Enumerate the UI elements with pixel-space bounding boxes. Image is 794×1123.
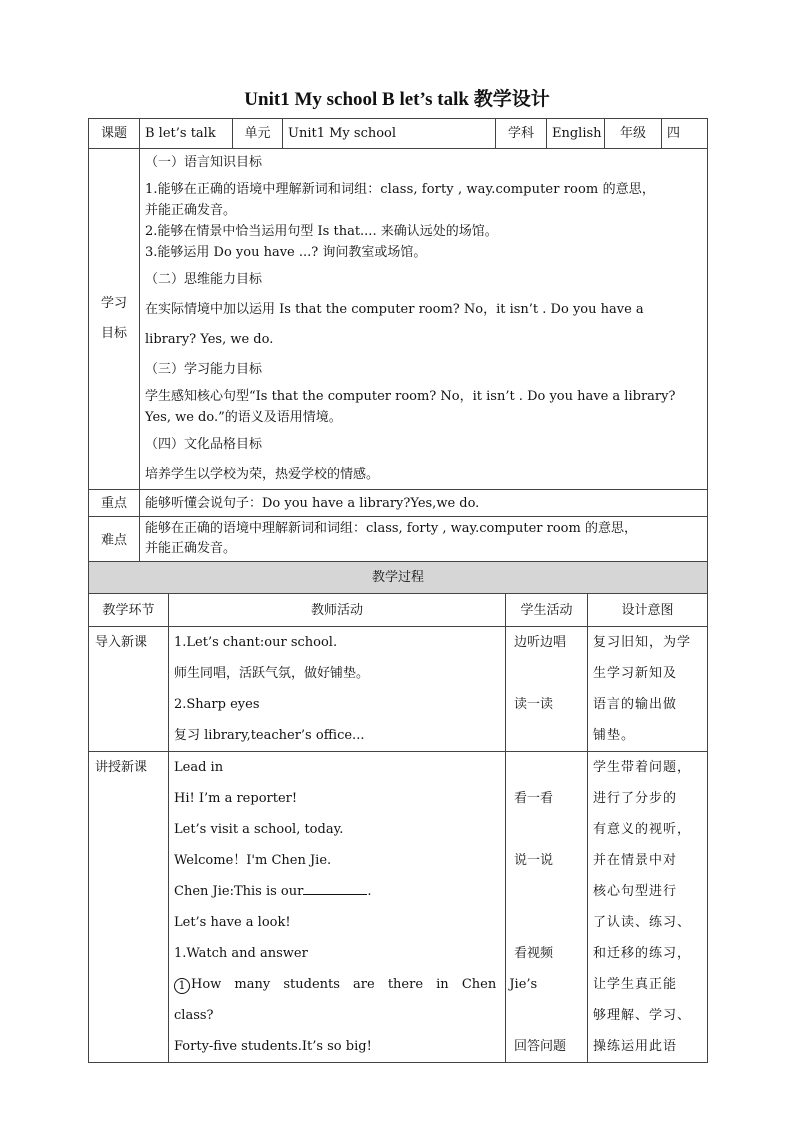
activity-line: 1.Let’s chant:our school.	[174, 635, 338, 650]
intent-line: 操练运用此语	[593, 1039, 678, 1054]
header-stage: 教学环节	[89, 594, 169, 627]
intent-line: 进行了分步的	[593, 791, 678, 806]
topic-value: B let’s talk	[140, 119, 233, 149]
goal-text: 在实际情境中加以运用 Is that the computer room? No，it isn’t . Do you have a	[145, 302, 644, 317]
goal-heading-2: （二）思维能力目标	[145, 272, 263, 287]
activity-line: Welcome！I'm Chen Jie.	[174, 853, 332, 868]
goal-text: 3.能够运用 Do you have ...? 询问教室或场馆。	[145, 245, 427, 260]
fill-blank	[303, 880, 367, 895]
document-title: Unit1 My school B let’s talk 教学设计	[244, 89, 550, 110]
difficulties-text: 并能正确发音。	[145, 541, 237, 556]
unit-label: 单元	[233, 119, 283, 149]
intent-line: 并在情景中对	[593, 853, 678, 868]
student-line: 读一读	[514, 697, 554, 712]
circled-number-icon: 1	[174, 978, 190, 994]
intro-student-activities	[506, 627, 588, 752]
unit-value: Unit1 My school	[283, 119, 496, 149]
goal-text: library? Yes, we do.	[145, 332, 274, 347]
goal-text: 并能正确发音。	[145, 203, 237, 218]
grade-value: 四	[662, 119, 708, 149]
goal-heading-1: （一）语言知识目标	[145, 155, 263, 170]
new-design-intent	[588, 752, 708, 1063]
new-student-activities	[506, 752, 588, 1063]
student-line	[514, 907, 582, 938]
intro-design-intent	[588, 627, 708, 752]
intent-line: 够理解、学习、	[593, 1008, 692, 1023]
activity-line: Let’s have a look!	[174, 915, 291, 930]
stage-intro: 导入新课	[89, 627, 169, 752]
activity-line	[174, 969, 538, 1000]
activity-line: Forty-five students.It’s so big!	[174, 1039, 372, 1054]
goal-heading-3: （三）学习能力目标	[145, 362, 263, 377]
grade-label: 年级	[605, 119, 662, 149]
goal-text: 学生感知核心句型“Is that the computer room? No，it isn’t . Do you have a library?	[145, 389, 676, 404]
process-title: 教学过程	[89, 562, 708, 594]
activity-line: Lead in	[174, 760, 224, 775]
student-line: 看一看	[514, 791, 554, 806]
student-line: 看视频	[514, 946, 554, 961]
activity-line: Hi! I’m a reporter!	[174, 791, 298, 806]
student-line: 回答问题	[514, 1039, 567, 1054]
key-points-label: 重点	[89, 490, 140, 517]
goal-text: 1.能够在正确的语境中理解新词和词组：class, forty , way.computer room 的意思，	[145, 182, 655, 197]
activity-line: Chen Jie:This is our .	[174, 876, 500, 907]
activity-text: Chen Jie:This is our	[174, 884, 304, 899]
intro-teacher-activities	[169, 627, 506, 752]
subject-label: 学科	[496, 119, 547, 149]
header-teacher: 教师活动	[169, 594, 506, 627]
goal-text: 2.能够在情景中恰当运用句型 Is that.... 来确认远处的场馆。	[145, 224, 498, 239]
student-line: 说一说	[514, 853, 554, 868]
intent-line: 生学习新知及	[593, 666, 678, 681]
activity-line: Let’s visit a school, today.	[174, 822, 344, 837]
activity-line: class?	[174, 1008, 214, 1023]
activity-text: How many students are there in Chen Jie’s	[191, 977, 538, 992]
difficulties-label: 难点	[89, 517, 140, 564]
difficulties-content	[140, 517, 708, 564]
goals-content	[140, 149, 708, 490]
student-line	[514, 720, 582, 751]
intent-line: 和迁移的练习，	[593, 946, 692, 961]
student-line	[514, 1000, 582, 1031]
activity-line: 1.Watch and answer	[174, 946, 308, 961]
student-line: 边听边唱	[514, 635, 567, 650]
topic-label: 课题	[89, 119, 140, 149]
teaching-process-table	[88, 561, 708, 1063]
activity-line: 2.Sharp eyes	[174, 697, 260, 712]
intent-line: 核心句型进行	[593, 884, 678, 899]
stage-new-lesson: 讲授新课	[89, 752, 169, 1063]
intent-line: 让学生真正能	[593, 977, 678, 992]
student-line	[514, 752, 582, 783]
student-line	[514, 876, 582, 907]
goal-text: Yes, we do.”的语义及语用情境。	[145, 410, 342, 425]
header-student: 学生活动	[506, 594, 588, 627]
intent-line: 了认读、练习、	[593, 915, 692, 930]
activity-line: 复习 library,teacher’s office...	[174, 728, 365, 743]
goals-label: 学习目标	[89, 149, 140, 490]
difficulties-text: 能够在正确的语境中理解新词和词组：class, forty , way.computer room 的意思，	[145, 521, 637, 536]
activity-line: 师生同唱，活跃气氛，做好铺垫。	[174, 666, 370, 681]
intent-line: 语言的输出做	[593, 697, 678, 712]
key-points-text: 能够听懂会说句子：Do you have a library?Yes,we do.	[140, 490, 708, 517]
intent-line: 学生带着问题，	[593, 760, 692, 775]
lesson-info-table	[88, 118, 708, 564]
subject-value: English	[547, 119, 605, 149]
header-intent: 设计意图	[588, 594, 708, 627]
student-line	[514, 658, 582, 689]
intent-line: 复习旧知，为学	[593, 635, 692, 650]
intent-line: 铺垫。	[593, 728, 636, 743]
student-line	[514, 814, 582, 845]
goal-text: 培养学生以学校为荣，热爱学校的情感。	[145, 467, 380, 482]
goal-heading-4: （四）文化品格目标	[145, 437, 263, 452]
intent-line: 有意义的视听，	[593, 822, 692, 837]
